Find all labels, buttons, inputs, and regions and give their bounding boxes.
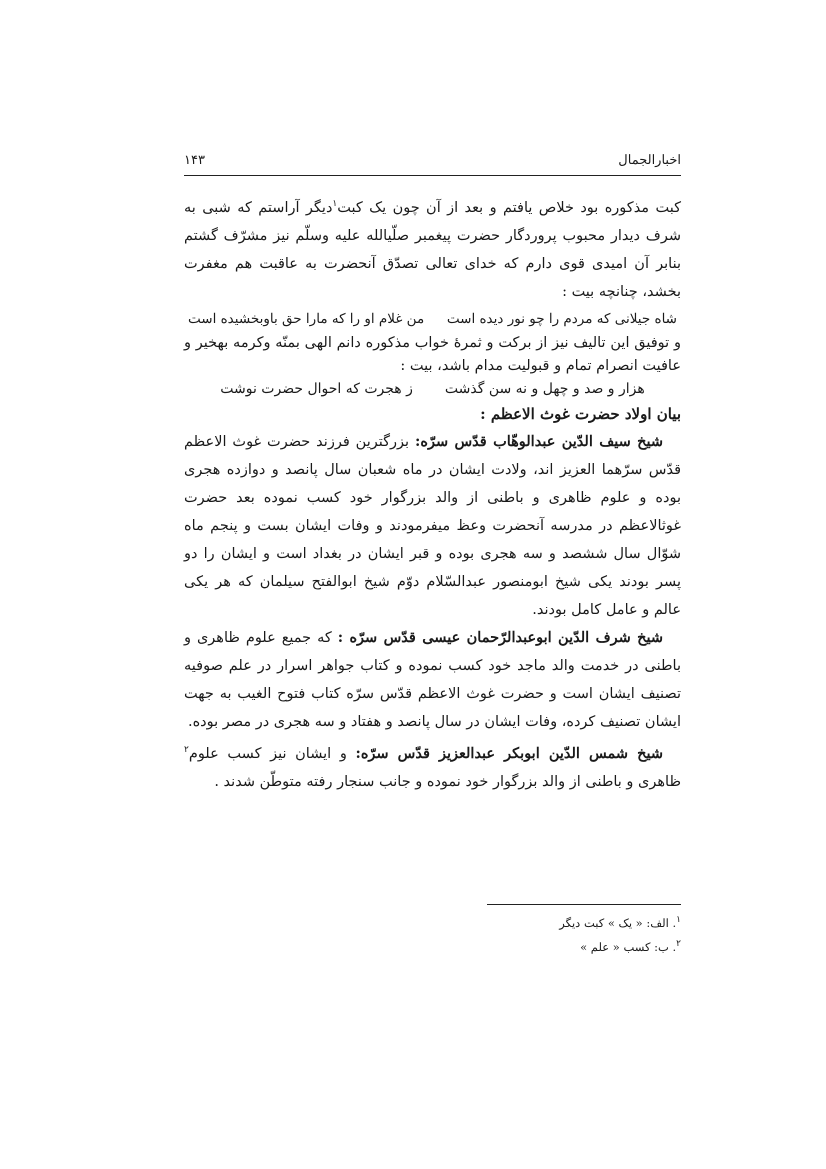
entry-name: شیخ شمس الدّین ابوبکر عبدالعزیز قدّس سرّه:	[355, 744, 663, 762]
verse-hemistich-right: شاه جیلانی که مردم را چو نور دیده است	[446, 310, 677, 327]
section-heading: بیان اولاد حضرت غوث الاعظم :	[480, 404, 681, 423]
entry-text: ظاهری و باطنی از والد بزرگوار خود نموده و جانب سنجار رفته متوطّن شدند .	[214, 773, 681, 790]
entry-abdulaziz	[184, 736, 681, 796]
header-rule	[184, 175, 681, 176]
verse-hemistich-left: من غلام او را که مارا حق باوبخشیده است	[188, 310, 425, 327]
footnote-ref-1[interactable]: ۱	[332, 199, 338, 209]
entry-name: شیخ سیف الدّین عبدالوهّاب قدّس سرّه:	[415, 432, 663, 450]
paragraph-intro: کبت مذکوره بود خلاص یافتم و بعد از آن چون یک کبت$^۱$دیگر آراستم که شبی به شرف دیدار محبوب پروردگار حضرت پیغمبر صلّیالله علیه وسلّم نیز مشرّف گشتم بنابر آن امیدی قوی دارم که خدای تعالی تصدّق آنحضرت به عاقبت هم مغفرت بخشد، چنانچه بیت :	[184, 199, 681, 300]
page-number: ۱۴۳	[184, 153, 205, 168]
verse-hemistich-right: هزار و صد و چهل و نه سن گذشت	[444, 380, 645, 397]
footnote-1: $^۱$. الف: « یک » کبت دیگر	[559, 915, 681, 930]
entry-text: و ایشان نیز کسب علوم	[188, 745, 347, 762]
paragraph-tawfiq: و توفیق این تالیف نیز از برکت و ثمرهٔ خواب مذکوره دانم الهی بمنّه وکرمه بهخیر و عافیت انصرام تمام و قبولیت مدام باشد، بیت :	[184, 334, 681, 374]
entry-text: بزرگترین فرزند حضرت غوث الاعظم قدّس سرّهما العزیز اند، ولادت ایشان در ماه شعبان سال پانصد و دوازده هجری بوده و علوم ظاهری و باطنی از والد بزرگوار خود کسب نموده بعد حضرت غوثالاعظم در مدرسه آنحضرت وعظ میفرمودند و وفات ایشان بست و پنجم ماه شوّال سال ششصد و سه هجری بوده و قبر ایشان در بغداد است و ایشان را دو پسر بودند یکی شیخ ابومنصور عبدالسّلام دوّم شیخ ابوالفتح سیلمان که هر یکی عالم و عامل کامل بودند.	[184, 433, 681, 618]
footnote-ref-2[interactable]: ۲	[184, 744, 189, 755]
body-text	[184, 190, 681, 796]
verse-couplet-1	[184, 306, 681, 332]
footnote-2: $^۲$. ب: کسب « علم »	[580, 938, 681, 954]
running-header	[184, 151, 681, 175]
entry-name: شیخ شرف الدّین ابوعبدالرّحمان عیسی قدّس سرّه :	[337, 628, 664, 646]
book-title: اخبارالجمال	[618, 153, 681, 168]
footnotes	[480, 910, 681, 958]
verse-couplet-2	[184, 378, 681, 400]
verse-hemistich-left: ز هجرت که احوال حضرت نوشت	[220, 380, 413, 397]
footnote-rule	[487, 904, 681, 905]
entry-isa	[184, 624, 681, 736]
entry-text: که جمیع علوم ظاهری و باطنی در خدمت والد ماجد خود کسب نموده و کتاب جواهر اسرار در علم صوفیه تصنیف ایشان است و حضرت غوث الاعظم قدّس سرّه کتاب فتوح الغیب به جهت ایشان تصنیف کرده، وفات ایشان در سال پانصد و هفتاد و سه هجری در مصر بوده.	[184, 629, 681, 730]
entry-abdulwahhab	[184, 428, 681, 624]
